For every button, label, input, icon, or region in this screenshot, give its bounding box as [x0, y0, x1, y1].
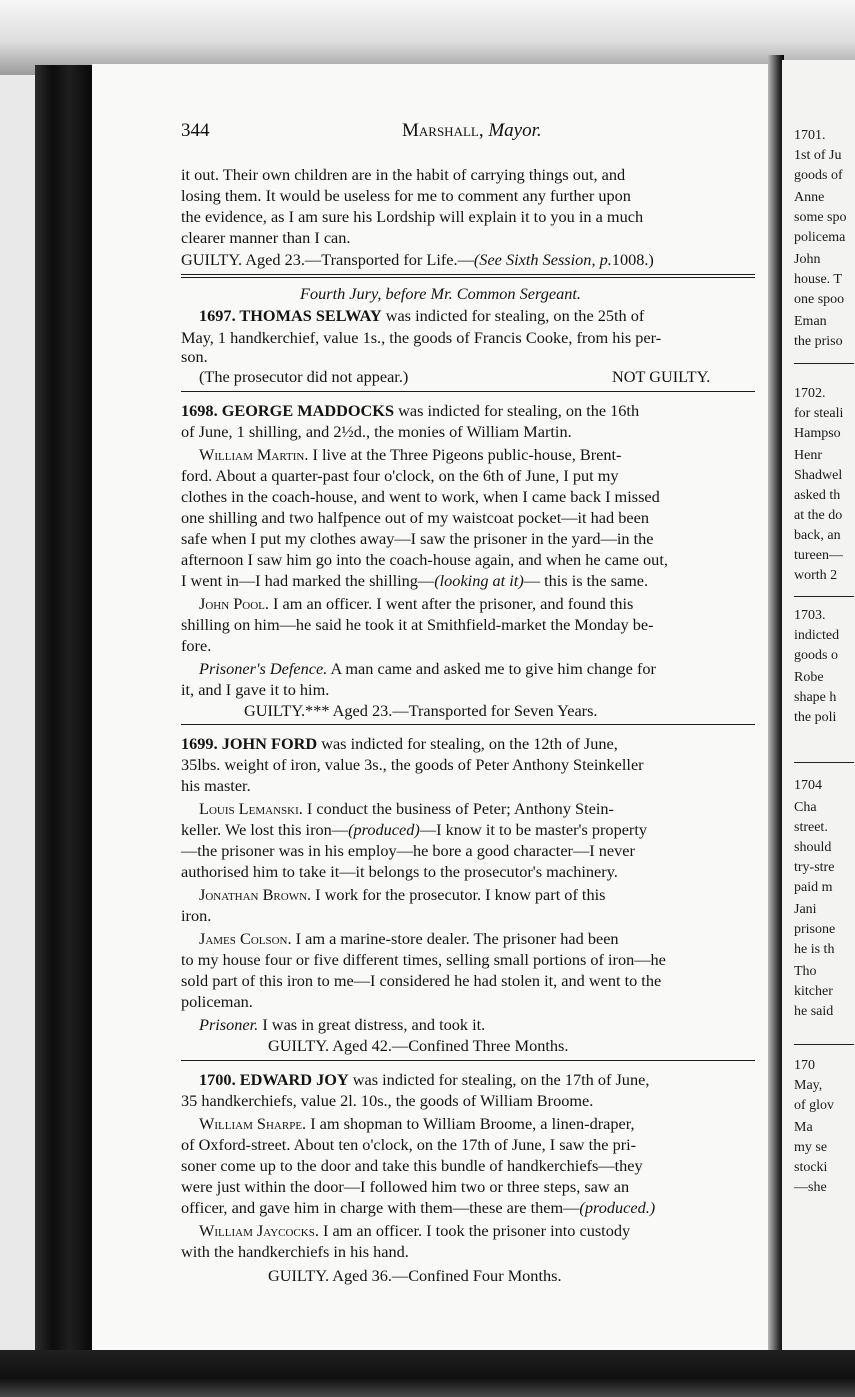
- case-heading: 1699. JOHN FORD: [181, 734, 318, 753]
- case-divider: [181, 391, 755, 392]
- text-line: [199, 1221, 630, 1241]
- witness-name: William Jaycocks.: [199, 1221, 319, 1240]
- text-line: [181, 1198, 655, 1218]
- facing-page-fragment: Jani: [794, 902, 817, 917]
- text-line: soner come up to the door and take this bundle of handkerchiefs—they: [181, 1156, 643, 1175]
- facing-page-fragment: my se: [794, 1140, 828, 1155]
- text-line: NOT GUILTY.: [612, 367, 711, 386]
- text-span: was indicted for stealing, on the 12th of June,: [317, 734, 618, 753]
- text-line: policeman.: [181, 992, 253, 1011]
- facing-page-fragment: he said: [794, 1004, 834, 1019]
- text-line: [199, 445, 621, 465]
- text-line: [199, 1015, 485, 1035]
- text-line: of June, 1 shilling, and 2½d., the monies of William Martin.: [181, 422, 572, 441]
- witness-name: James Colson.: [199, 929, 292, 948]
- witness-name: Jonathan Brown.: [199, 885, 312, 904]
- facing-page-fragment: shape h: [794, 690, 837, 705]
- facing-page-fragment: Henr: [794, 448, 822, 463]
- text-span: Fourth Jury, before Mr. Common Sergeant.: [300, 284, 581, 303]
- text-span: I was in great distress, and took it.: [258, 1015, 486, 1034]
- facing-page-fragment: he is th: [794, 942, 835, 957]
- facing-page-fragment: 1st of Ju: [794, 148, 842, 163]
- text-line: of Oxford-street. About ten o'clock, on the 17th of June, I saw the pri-: [181, 1135, 637, 1154]
- text-span: I am an officer. I took the prisoner into custody: [318, 1221, 631, 1240]
- witness-name: William Martin.: [199, 445, 309, 464]
- text-line: one shilling and two halfpence out of my waistcoat pocket—it had been: [181, 508, 649, 527]
- facing-page-fragment: at the do: [794, 508, 843, 523]
- facing-page-fragment: the priso: [794, 334, 843, 349]
- text-line: [199, 929, 619, 949]
- facing-page-fragment: 1702.: [794, 386, 826, 401]
- facing-page-fragment: Cha: [794, 800, 817, 815]
- case-divider: [181, 1060, 755, 1061]
- facing-page-fragment: 170: [794, 1058, 815, 1073]
- text-span: I live at the Three Pigeons public-house, Brent-: [308, 445, 622, 464]
- facing-page-fragment: back, an: [794, 528, 841, 543]
- facing-page-fragment: of glov: [794, 1098, 835, 1113]
- book-spine: [35, 65, 93, 1365]
- text-line: son.: [181, 347, 208, 366]
- running-title: [402, 120, 542, 142]
- text-span: keller. We lost this iron—: [181, 820, 349, 839]
- text-line: losing them. It would be useless for me to comment any further upon: [181, 186, 631, 205]
- text-line: to my house four or five different times, selling small portions of iron—he: [181, 950, 666, 969]
- text-line: [181, 401, 639, 421]
- case-heading: 1700. EDWARD JOY: [199, 1070, 349, 1089]
- text-line: [181, 734, 618, 754]
- text-span: (produced.): [579, 1198, 656, 1217]
- text-line: May, 1 handkerchief, value 1s., the goods of Francis Cooke, from his per-: [181, 328, 662, 347]
- facing-page-fragment: worth 2: [794, 568, 838, 583]
- text-line: clearer manner than I can.: [181, 228, 351, 247]
- facing-page-fragment: Ma: [794, 1120, 813, 1135]
- text-line: iron.: [181, 906, 212, 925]
- text-line: the evidence, as I am sure his Lordship will explain it to you in a much: [181, 207, 644, 226]
- text-span: Prisoner.: [199, 1015, 259, 1034]
- page-number: 344: [181, 120, 210, 141]
- text-span: —I know it to be master's property: [419, 820, 648, 839]
- facing-page-fragment: John: [794, 252, 821, 267]
- text-line: it out. Their own children are in the habit of carrying things out, and: [181, 165, 626, 184]
- facing-page-rule: [794, 762, 854, 763]
- facing-page-fragment: try-stre: [794, 860, 835, 875]
- facing-page-fragment: the poli: [794, 710, 837, 725]
- text-line: sold part of this iron to me—I considered he had stolen it, and went to the: [181, 971, 662, 990]
- facing-page-fragment: house. T: [794, 272, 842, 287]
- facing-page-fragment: tureen—: [794, 548, 843, 563]
- facing-page-fragment: Hampso: [794, 426, 841, 441]
- facing-page-fragment: Shadwel: [794, 468, 843, 483]
- text-line: GUILTY. Aged 36.—Confined Four Months.: [268, 1266, 562, 1285]
- facing-page-fragment: indicted: [794, 628, 840, 643]
- facing-page-fragment: 1701.: [794, 128, 826, 143]
- text-line: safe when I put my clothes away—I saw the prisoner in the yard—in the: [181, 529, 654, 548]
- text-span: Prisoner's Defence.: [199, 659, 328, 678]
- facing-page-fragment: Eman: [794, 314, 827, 329]
- text-line: (The prosecutor did not appear.): [199, 367, 409, 386]
- text-span: (looking at it): [434, 571, 524, 590]
- text-line: 35 handkerchiefs, value 2l. 10s., the goods of William Broome.: [181, 1091, 594, 1110]
- text-line: GUILTY.*** Aged 23.—Transported for Seven Years.: [244, 701, 598, 720]
- facing-page-fragment: some spo: [794, 210, 847, 225]
- case-heading: 1698. GEORGE MADDOCKS: [181, 401, 395, 420]
- text-line: [199, 799, 614, 819]
- facing-page-fragment: should: [794, 840, 832, 855]
- facing-page-fragment: Tho: [794, 964, 817, 979]
- scan-bottom-edge: [0, 1350, 855, 1397]
- facing-page-rule: [794, 363, 854, 364]
- text-span: officer, and gave him in charge with them—these are them—: [181, 1198, 580, 1217]
- text-line: [181, 571, 648, 591]
- facing-page-fragment: asked th: [794, 488, 841, 503]
- text-line: fore.: [181, 636, 212, 655]
- text-line: [199, 1114, 635, 1134]
- facing-page-fragment: Robe: [794, 670, 824, 685]
- witness-name: John Pool.: [199, 594, 269, 613]
- text-line: clothes in the coach-house, and went to work, when I came back I missed: [181, 487, 660, 506]
- text-line: ford. About a quarter-past four o'clock, on the 6th of June, I put my: [181, 466, 619, 485]
- text-span: was indicted for stealing, on the 16th: [394, 401, 640, 420]
- facing-page-fragment: for steali: [794, 406, 844, 421]
- text-line: authorised him to take it—it belongs to the prosecutor's machinery.: [181, 862, 618, 881]
- text-span: I conduct the business of Peter; Anthony Stein-: [302, 799, 614, 818]
- facing-page-fragment: street.: [794, 820, 828, 835]
- text-span: (See Sixth Session, p.: [473, 250, 612, 269]
- text-span: I work for the prosecutor. I know part of this: [311, 885, 606, 904]
- text-line: afternoon I saw him go into the coach-house again, and when he came out,: [181, 550, 668, 569]
- text-line: [181, 250, 654, 270]
- text-span: A man came and asked me to give him change for: [327, 659, 656, 678]
- case-divider: [181, 724, 755, 725]
- facing-page: [782, 60, 855, 1355]
- running-title-name: Marshall,: [402, 120, 484, 141]
- text-line: [181, 820, 647, 840]
- facing-page-fragment: Anne: [794, 190, 825, 205]
- section-rule: [181, 274, 755, 275]
- text-line: [199, 885, 605, 905]
- witness-name: William Sharpe.: [199, 1114, 307, 1133]
- text-line: [300, 284, 581, 304]
- facing-page-fragment: kitcher: [794, 984, 833, 999]
- section-rule: [181, 277, 755, 278]
- running-title-office: Mayor.: [488, 120, 542, 141]
- text-span: was indicted for stealing, on the 25th of: [381, 306, 645, 325]
- text-span: GUILTY. Aged 23.—Transported for Life.—: [181, 250, 474, 269]
- witness-name: Louis Lemanski.: [199, 799, 303, 818]
- facing-page-fragment: stocki: [794, 1160, 828, 1175]
- text-line: [199, 594, 633, 614]
- text-span: was indicted for stealing, on the 17th of June,: [348, 1070, 650, 1089]
- facing-page-fragment: prisone: [794, 922, 836, 937]
- facing-page-fragment: 1703.: [794, 608, 826, 623]
- text-span: (produced): [348, 820, 420, 839]
- text-span: I am a marine-store dealer. The prisoner had been: [291, 929, 619, 948]
- text-span: 1008.): [611, 250, 654, 269]
- text-span: — this is the same.: [523, 571, 649, 590]
- text-line: [199, 1070, 649, 1090]
- text-line: [199, 659, 656, 679]
- text-line: shilling on him—he said he took it at Smithfield-market the Monday be-: [181, 615, 654, 634]
- text-line: it, and I gave it to him.: [181, 680, 330, 699]
- text-line: his master.: [181, 776, 251, 795]
- facing-page-rule: [794, 1044, 854, 1045]
- case-heading: 1697. THOMAS SELWAY: [199, 306, 382, 325]
- text-line: with the handkerchiefs in his hand.: [181, 1242, 409, 1261]
- text-line: [199, 306, 644, 326]
- text-span: I am shopman to William Broome, a linen-draper,: [306, 1114, 635, 1133]
- text-line: were just within the door—I followed him two or three steps, saw an: [181, 1177, 630, 1196]
- text-line: 35lbs. weight of iron, value 3s., the goods of Peter Anthony Steinkeller: [181, 755, 644, 774]
- facing-page-fragment: paid m: [794, 880, 833, 895]
- text-span: I am an officer. I went after the prisoner, and found this: [268, 594, 634, 613]
- text-line: GUILTY. Aged 42.—Confined Three Months.: [268, 1036, 569, 1055]
- text-span: I went in—I had marked the shilling—: [181, 571, 435, 590]
- facing-page-fragment: goods of: [794, 168, 843, 183]
- facing-page-fragment: policema: [794, 230, 846, 245]
- facing-page-fragment: one spoo: [794, 292, 845, 307]
- facing-page-fragment: goods o: [794, 648, 838, 663]
- text-line: —the prisoner was in his employ—he bore a good character—I never: [181, 841, 635, 860]
- facing-page-fragment: —she: [794, 1180, 827, 1195]
- facing-page-rule: [794, 596, 854, 597]
- facing-page-fragment: 1704: [794, 778, 822, 793]
- facing-page-fragment: May,: [794, 1078, 823, 1093]
